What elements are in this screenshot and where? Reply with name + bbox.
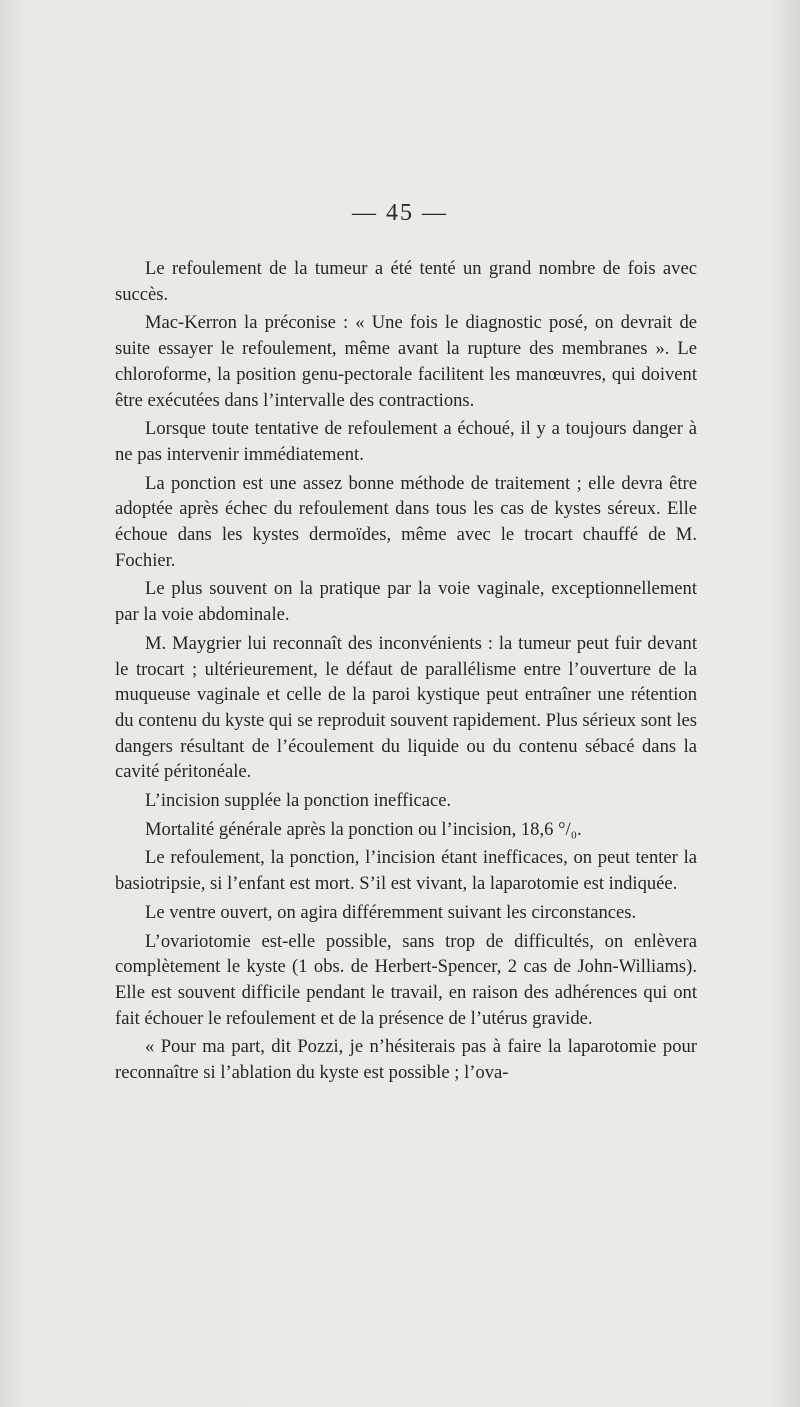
page-number: — 45 — — [352, 200, 448, 226]
paragraph-1: Le refoulement de la tumeur a été tenté un grand nombre de fois avec succès. — [115, 258, 697, 305]
paragraph-2: Mac-Kerron la préconise : « Une fois le diagnostic posé, on devrait de suite essayer le refoulement, même avant la rupture des membranes ». Le chloroforme, la position genu-pectorale facilitent les manœuvres, qui doivent être exécutées dans l’intervalle des contractions. — [115, 312, 697, 411]
paragraph-6: M. Maygrier lui reconnaît des inconvénients : la tumeur peut fuir devant le trocart ; ultérieurement, le défaut de parallélisme entre l’ouverture de la muqueuse vaginale et celle de la paroi kystique peut entraîner une rétention du contenu du kyste qui se reproduit souvent rapidement. Plus sérieux sont les dangers résultant de l’écoulement du liquide ou du contenu sébacé dans la cavité péritonéale. — [115, 632, 697, 783]
paragraph-11: L’ovariotomie est-elle possible, sans trop de difficultés, on enlèvera complètement le kyste (1 obs. de Herbert-Spencer, 2 cas de John-Williams). Elle est souvent difficile pendant le travail, en raison des adhérences qui ont fait échouer le refoulement et de la présence de l’utérus gravide. — [115, 930, 697, 1029]
paragraph-5: Le plus souvent on la pratique par la voie vaginale, exceptionnellement par la voie abdominale. — [115, 578, 697, 626]
paragraph-12: « Pour ma part, dit Pozzi, je n’hésiterais pas à faire la laparotomie pour reconnaître si l’ablation du kyste est possible ; l’ova- — [115, 1036, 697, 1084]
paragraph-7: L’incision supplée la ponction inefficace. — [145, 790, 452, 812]
body-text — [115, 256, 697, 1086]
paragraph-10: Le ventre ouvert, on agira différemment suivant les circonstances. — [145, 901, 637, 923]
paragraph-8: Mortalité générale après la ponction ou l’incision, 18,6 °/₀. — [145, 818, 582, 840]
paragraph-3: Lorsque toute tentative de refoulement a échoué, il y a toujours danger à ne pas intervenir immédiatement. — [115, 418, 697, 465]
paragraph-4: La ponction est une assez bonne méthode de traitement ; elle devra être adoptée après échec du refoulement dans tous les cas de kystes séreux. Elle échoue dans les kystes dermoïdes, même avec le trocart chauffé de M. Fochier. — [115, 472, 697, 571]
paragraph-9: Le refoulement, la ponction, l’incision étant inefficaces, on peut tenter la basiotripsie, si l’enfant est mort. S’il est vivant, la laparotomie est indiquée. — [115, 847, 697, 895]
